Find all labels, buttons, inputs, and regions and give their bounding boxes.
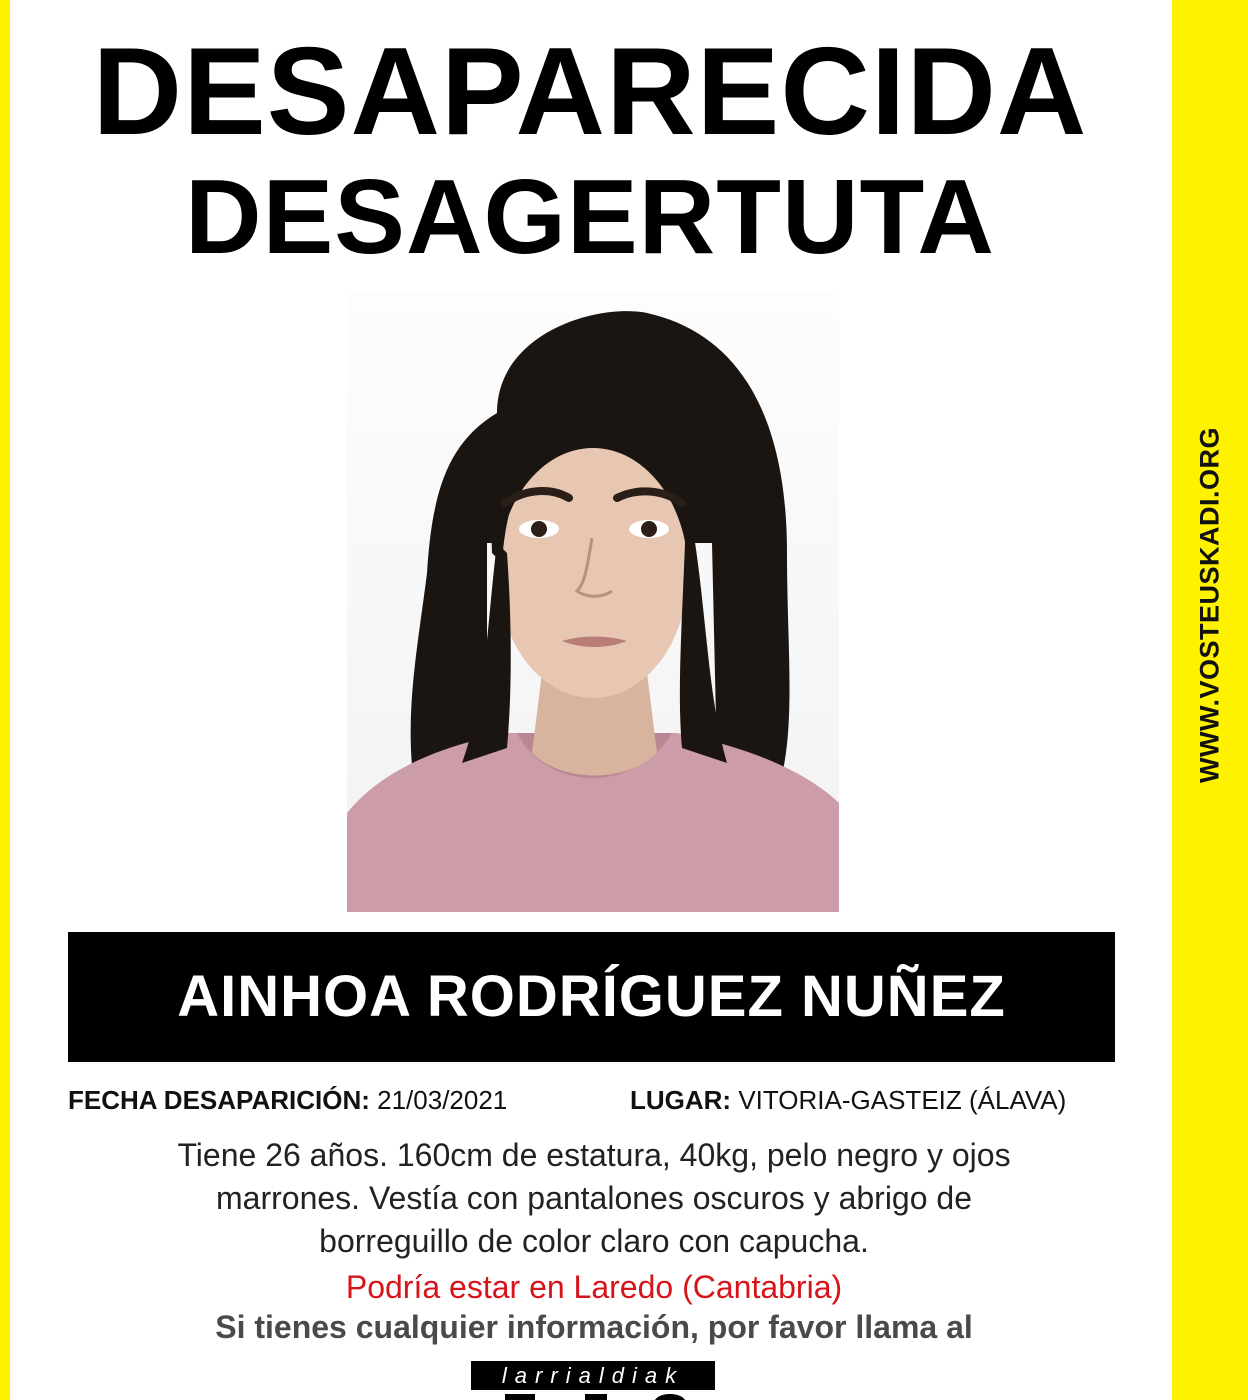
date-label: FECHA DESAPARICIÓN:: [68, 1085, 370, 1115]
title-basque: DESAGERTUTA: [185, 158, 995, 276]
larrialdiak-logo: larrialdiak: [471, 1361, 715, 1390]
possible-location-note: Podría estar en Laredo (Cantabria): [345, 1269, 843, 1305]
name-bar: [68, 932, 1115, 1062]
missing-date: [68, 1083, 507, 1117]
place-label: LUGAR:: [630, 1085, 732, 1115]
description-line: Tiene 26 años. 160cm de estatura, 40kg, pelo negro y ojos: [177, 1137, 1011, 1173]
description-line: borreguillo de color claro con capucha.: [319, 1223, 869, 1259]
person-description: [60, 1134, 1128, 1263]
missing-place: [630, 1083, 1066, 1117]
place-value: VITORIA-GASTEIZ (ÁLAVA): [738, 1085, 1067, 1115]
portrait-illustration: [347, 293, 839, 912]
date-value: 21/03/2021: [377, 1085, 508, 1115]
website-url[interactable]: WWW.VOSTEUSKADI.ORG: [1194, 427, 1225, 783]
portrait-photo: [347, 293, 839, 912]
call-to-action: Si tienes cualquier información, por favor llama al: [215, 1309, 973, 1345]
title-spanish: DESAPARECIDA: [92, 23, 1088, 161]
logo-mark-icon: [495, 1390, 705, 1400]
description-line: marrones. Vestía con pantalones oscuros y abrigo de: [216, 1180, 972, 1216]
missing-person-name: AINHOA RODRÍGUEZ NUÑEZ: [177, 964, 1006, 1029]
